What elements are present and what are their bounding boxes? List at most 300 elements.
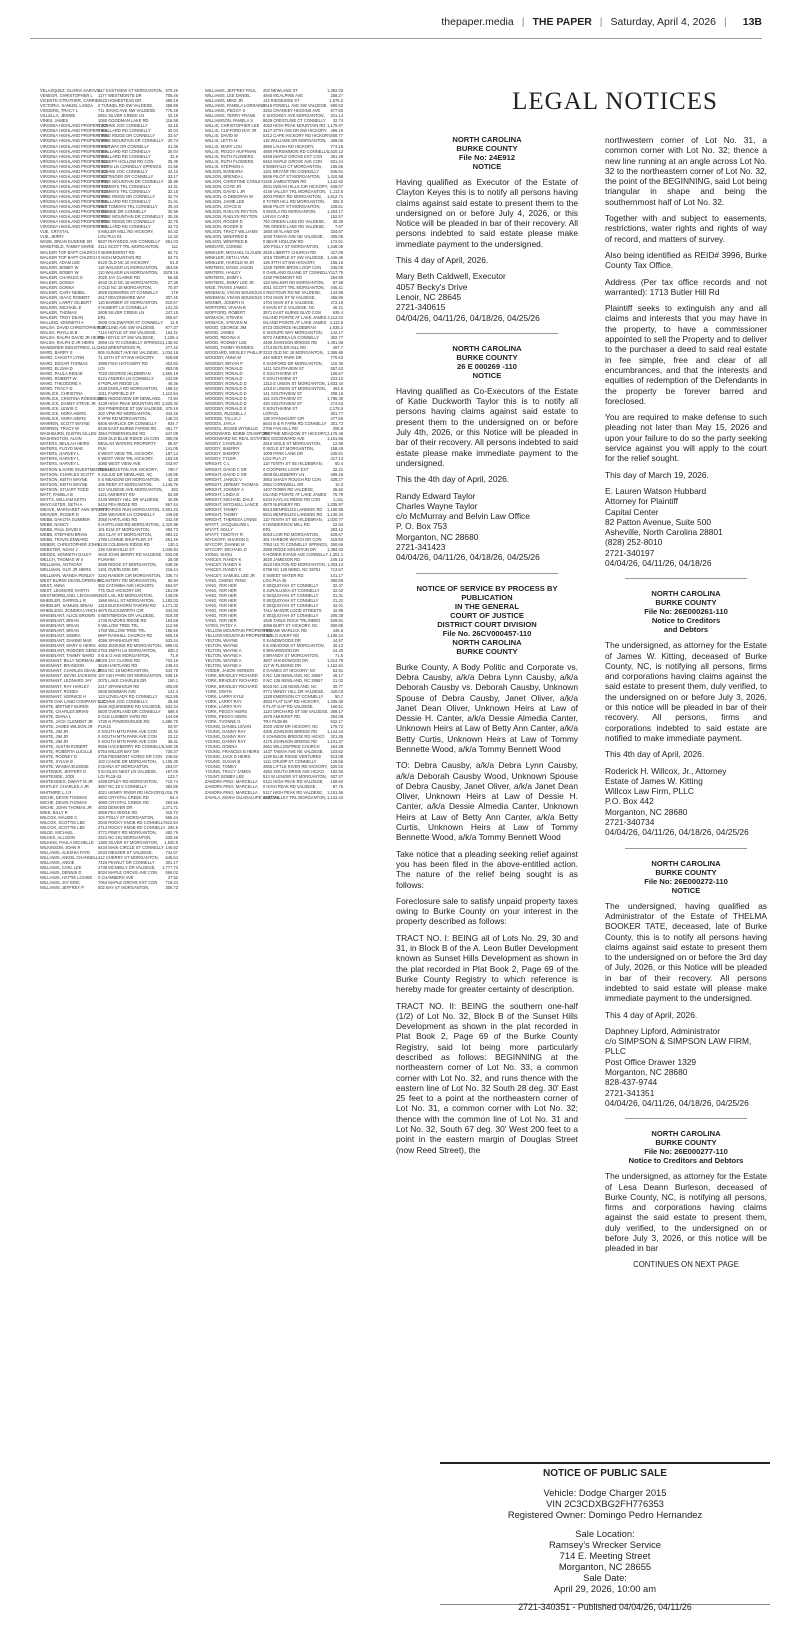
property-address: 2020 JAY CLARKE RD bbox=[98, 658, 140, 664]
legal-notice bbox=[605, 589, 767, 837]
property-address: MHP RAINHILL CHURCH RD bbox=[98, 633, 153, 639]
taxpayer-name: YELLOW MOUNTAIN PROPERTIES bbox=[205, 628, 273, 634]
taxpayer-name: YOUNG, FRANCES B HEIRS bbox=[205, 749, 260, 755]
taxpayer-name: WRIGHT, C L bbox=[205, 461, 230, 467]
property-address: 1008 PARK LANE DR bbox=[263, 451, 303, 457]
property-address: 0 HOMER EVANS AVE CONNELLY bbox=[263, 552, 329, 558]
taxpayer-name: WRIGHT, DAVID C SR bbox=[205, 471, 247, 477]
property-address: 0 SEQUOYAH ST CONNELLY bbox=[263, 592, 319, 598]
tax-amount: 293.12 bbox=[330, 527, 343, 533]
tax-amount: 1,190.55 bbox=[327, 506, 343, 512]
taxpayer-name: WINKLER, HAROLD W JR bbox=[205, 259, 255, 265]
property-address: 2633 MESSER ST VALDESE, bbox=[98, 850, 153, 856]
property-address: 138 STANHOUNT CIR bbox=[263, 416, 305, 422]
tax-amount: 483.73 bbox=[165, 527, 178, 533]
tax-amount: 34.31 bbox=[167, 183, 178, 189]
taxpayer-name: WHISENANT, MARY E HEIRS bbox=[40, 643, 96, 649]
tax-amount: 1,130.34 bbox=[327, 511, 343, 517]
tax-amount: 74.84 bbox=[167, 395, 178, 401]
property-address: 803 CLINE AVE SW VALDESE, bbox=[98, 325, 156, 331]
notice-text: Burke County, A Body Politic and Corporate vs. Debra Causby, a/k/a Debra Lynn Causby, a/k/a Deborah Causby vs. Deborah Causby, Unknown Spouse of Debra Causby, Janet Oliver, a/k/a Janet Dean Oliver, Unknown Heirs at Law of Dessie H. Canter, a/k/a Dessie Almedia Canter, Unknown Heirs at Law of Betty Ann Canter, a/k/a Betty Curtis, Unknown Heirs at Law of Tommy Bennette Wood, a/k/a Tommy Bennett Wood bbox=[396, 661, 578, 754]
taxpayer-name: WATSON & HARE INVESTMENTS LLC bbox=[40, 466, 113, 472]
tax-amount: 248.43 bbox=[165, 663, 178, 669]
property-address: LOU PUA 17 bbox=[263, 456, 287, 462]
property-address: 0 PINE RIDGE DR CONNELLY bbox=[98, 193, 156, 199]
property-address: 3020 VIEW DR HICKORY, NC bbox=[263, 723, 319, 729]
tax-amount: 770.63 bbox=[330, 355, 343, 361]
tax-amount: 647.09 bbox=[165, 431, 178, 437]
taxpayer-name: WRIGHT, DAVID C SR bbox=[205, 466, 247, 472]
taxpayer-name: WOMACK, STEVEN bbox=[205, 315, 243, 321]
taxpayer-name: WINKLER, SETH LYNN bbox=[205, 254, 249, 260]
taxpayer-name: WOODIE, RUSSELL J bbox=[205, 411, 247, 416]
tax-amount: 103.52 bbox=[330, 749, 343, 755]
property-address: 2053 NC 18 MORGANTON, bbox=[98, 668, 150, 674]
property-address: 2349 OLD BLUE RIDGE LN CON bbox=[98, 436, 160, 442]
taxpayer-name: WINGATE, CONNIE bbox=[205, 244, 242, 250]
sale-street: 714 E. Meeting Street bbox=[559, 1550, 651, 1561]
tax-amount: 1,108.24 bbox=[327, 633, 343, 639]
property-address: 0 FLAT GAP RD VALDESE, bbox=[263, 703, 314, 709]
property-address: 2951 CORNWELL DR bbox=[263, 481, 304, 487]
taxpayer-name: WOODWARD, BOBBI CRAWFORD bbox=[205, 431, 271, 437]
property-address: 0 RESTOUR RD NE VALDESE, bbox=[263, 289, 322, 295]
taxpayer-name: WATSON, KEITH WAYNE bbox=[40, 476, 88, 482]
tax-amount: 42.85 bbox=[332, 607, 343, 613]
notice-heading bbox=[396, 135, 578, 171]
tax-amount: 884.22 bbox=[165, 532, 178, 538]
taxpayer-name: WYATT, TIMOTHY R bbox=[205, 532, 243, 538]
tax-amount: 345.81 bbox=[330, 451, 343, 457]
property-address: 4093 JENKINS RD MORGANTON, bbox=[98, 643, 162, 649]
notice-line: 2721-341423 bbox=[396, 542, 446, 553]
taxpayer-name: WILKES, ALLISON bbox=[40, 834, 75, 840]
tax-amount: 55.67 bbox=[167, 441, 178, 447]
taxpayer-name: VIRGINIA HIGHLAND PROPERTIES bbox=[40, 219, 108, 225]
tax-amount: 825.88 bbox=[165, 355, 178, 361]
taxpayer-name: WICHE, JOHN THOMAS JR bbox=[40, 804, 92, 810]
property-address: 0 BRANDY ST MORGANTON, bbox=[263, 653, 319, 659]
tax-amount: 343.46 bbox=[165, 411, 178, 416]
taxpayer-name: WATSON, KEITH WAYNE bbox=[40, 481, 88, 487]
property-address: 126 37TH ST NW HICKORY, bbox=[263, 259, 316, 265]
tax-amount: 301.17 bbox=[165, 860, 178, 866]
continues-note: CONTINUES ON NEXT PAGE bbox=[633, 1259, 739, 1269]
property-address: 3252 CRANKEY HIGGINS AVE bbox=[263, 108, 321, 114]
taxpayer-name: YELTON, WAYNE A bbox=[205, 663, 242, 669]
taxpayer-name: YELTON, WAYNE bbox=[205, 638, 238, 644]
taxpayer-name: WILLIS, DAVID W bbox=[205, 133, 238, 139]
taxpayer-name: YELTON, WAYNE A bbox=[205, 658, 242, 664]
property-address: 4207 VALLEY TRL MORGANTON, bbox=[263, 794, 327, 800]
property-address: 0 SIGLE ST MORGANTON, bbox=[263, 446, 315, 452]
tax-amount: 382 bbox=[171, 486, 178, 492]
property-address: TRA PL38-86 bbox=[263, 718, 288, 724]
property-address: 0 SANFORD DR MORGANTON, bbox=[263, 360, 323, 366]
taxpayer-name: WOODBY, ANNA M bbox=[205, 355, 241, 361]
tax-amount: 26.42 bbox=[167, 728, 178, 734]
taxpayer-name: YODER, JASON VERNON bbox=[205, 668, 255, 674]
tax-amount: 141.4 bbox=[167, 688, 178, 694]
taxpayer-name: WOOD, GEORGE JIM bbox=[205, 325, 247, 331]
tax-row bbox=[205, 795, 343, 800]
property-address: 1380 SILVER ST MORGANTON, bbox=[98, 839, 159, 845]
property-address: LOU PUA 03 bbox=[98, 234, 122, 240]
tax-amount: 443.97 bbox=[165, 461, 178, 467]
tax-amount: 4,112.5 bbox=[329, 320, 343, 326]
site-name[interactable]: thepaper.media bbox=[441, 16, 514, 28]
tax-amount: 33.57 bbox=[167, 133, 178, 139]
property-address: 3557 NC 18 S CONNELLY bbox=[98, 784, 147, 790]
property-address: 1390 WEAVER LN CONNELLY bbox=[98, 511, 155, 517]
notice-text: Having qualified as Executor of the Estate of Clayton Keyes this is to notify all persons having claims against said estate to present them to the undersigned on or before July 4, 2026, or this Notice will be pleaded in bar of their recovery. All persons indebted to said estate please make immediate payment to the undersigned. bbox=[396, 177, 578, 249]
notice-line: Willcox Law Firm, PLLC bbox=[605, 786, 694, 797]
taxpayer-name: WADE, BRIAN EUGENE SR bbox=[40, 239, 93, 245]
taxpayer-name: WILLIAMS, ANGIE bbox=[40, 860, 75, 866]
notice-line: BURKE COUNTY bbox=[456, 144, 518, 153]
property-address: 0 WEST VIEW TRL HICKORY, bbox=[98, 456, 154, 462]
property-address: 1101 BRYANT RD CONNELLY bbox=[263, 168, 320, 174]
taxpayer-name: VUE, CRYSTAL bbox=[40, 229, 70, 235]
tax-amount: 1,785.48 bbox=[327, 395, 343, 401]
taxpayer-name: WILSON, RAELYN PEYTON bbox=[205, 209, 258, 215]
notice-line: File No: 26E000272-110 bbox=[644, 876, 728, 886]
tax-amount: 208.15 bbox=[330, 390, 343, 396]
tax-amount: 1,580.76 bbox=[162, 718, 178, 724]
tax-amount: 148.34 bbox=[165, 416, 178, 422]
tax-amount: 264.95 bbox=[330, 274, 343, 280]
tax-amount: 250.66 bbox=[330, 542, 343, 548]
taxpayer-name: WOODY, SHERRY bbox=[205, 451, 240, 457]
tax-amount: 141.17 bbox=[330, 572, 343, 578]
taxpayer-name: WILLIAMS, HATTIE LOUISE bbox=[40, 875, 93, 881]
taxpayer-name: YANCEY, RANDY K bbox=[205, 567, 242, 573]
tax-amount: 742.67 bbox=[165, 850, 178, 856]
taxpayer-name: WEBB, NANCY bbox=[40, 522, 69, 528]
tax-amount: 2,176.46 bbox=[327, 431, 343, 437]
tax-amount: 116.58 bbox=[165, 118, 178, 124]
property-address: 4305 JOHNSON BRIDGE RD bbox=[263, 728, 318, 734]
property-address: 4554 POWERHOUSE RD bbox=[98, 431, 146, 437]
property-address: 0 HENDERSON MILL RD bbox=[263, 522, 310, 528]
taxpayer-name: VIRGINIA HIGHLAND PROPERTIES bbox=[40, 143, 108, 149]
property-address: 0 MILLER MILL RD HICKORY, bbox=[98, 229, 154, 235]
property-address: 302 CATAWBA AVE HICKORY, bbox=[98, 582, 155, 588]
taxpayer-name: WHISENANT, BRIAN bbox=[40, 628, 79, 634]
tax-amount: 53.51 bbox=[332, 668, 343, 674]
property-address: 1121 AMHERST RD bbox=[98, 491, 135, 497]
taxpayer-name: WILSON, JAMIE LEE bbox=[205, 199, 245, 205]
property-address: 0 VPW RD MORGANTON, bbox=[98, 416, 148, 422]
property-address: 0 MALLARD RD CONNELLY bbox=[98, 199, 151, 205]
property-address: 151 SOUTHVIEW ST bbox=[263, 395, 303, 401]
taxpayer-name: WESTMORELAND, LEIGHANN bbox=[40, 592, 99, 598]
taxpayer-name: WRIGHT, LINDA D bbox=[205, 491, 240, 497]
taxpayer-name: YORK, LARRY RAY bbox=[205, 703, 242, 709]
taxpayer-name: WATERS, BEULAH HEIRS bbox=[40, 441, 90, 447]
taxpayer-name: WYCOFF, MICHAEL D bbox=[205, 547, 247, 553]
taxpayer-name: WRIGHT, TAMMY bbox=[205, 506, 238, 512]
property-address: 6121 ANDREA LN CONNELLY bbox=[98, 375, 155, 381]
property-address: 1349 TERRI BRON LOOP CON bbox=[263, 264, 322, 270]
notice-line: 2721-341351 bbox=[605, 1087, 655, 1098]
tax-amount: 24.45 bbox=[332, 648, 343, 654]
property-address: 0 HIGH MOUNTAIN RD bbox=[98, 254, 142, 260]
property-address: 795 GREEN LAKE RD VALDESE, bbox=[263, 224, 326, 230]
notice-line: Daphney Lipford, Administrator bbox=[605, 1025, 720, 1036]
notice-heading bbox=[396, 344, 578, 380]
taxpayer-name: WILSON, TRACY WILLIAMS bbox=[205, 229, 258, 235]
tax-amount: 294.08 bbox=[330, 713, 343, 719]
property-address: 5424 PEA RIDGE RD bbox=[98, 501, 138, 507]
tax-amount: 513.05 bbox=[330, 754, 343, 760]
taxpayer-name: WOFFORD, ROBERT bbox=[205, 310, 246, 316]
legal-notice bbox=[396, 344, 578, 563]
tax-amount: 705.46 bbox=[165, 93, 178, 99]
notice-text: The undersigned, having qualified as Administrator of the Estate of THELMA BOOKER TATE, deceased, late of Burke County, this is to notify all persons having claims against said estate to present them to the undersigned on or before the 3rd day of July, 2026, or this Notice will be pleaded in bar of their recovery. All persons indebted to said estate will please make immediate payment to the undersigned. bbox=[605, 900, 767, 1004]
taxpayer-name: WHITLEY, CHARLES A JR bbox=[40, 784, 89, 790]
taxpayer-name: WILSON, DAVID L JR bbox=[205, 188, 246, 194]
taxpayer-name: VIRGINIA HIGHLAND PROPERTIES bbox=[40, 178, 108, 184]
tax-amount: 830.3 bbox=[167, 648, 178, 654]
tax-amount: 111 bbox=[171, 244, 178, 250]
taxpayer-name: WILLIS, PEGGY HUFFMAN bbox=[205, 148, 257, 154]
property-address: 2609 SILVER CREEK LN bbox=[98, 310, 145, 316]
property-address: 2712 ROCKY KNOB RD CONNELLY bbox=[98, 824, 166, 830]
paper-name: THE PAPER bbox=[532, 16, 592, 28]
tax-amount: 153.68 bbox=[165, 617, 178, 623]
property-address: 0 S MEADOW DR MORGANTON, bbox=[98, 476, 161, 482]
taxpayer-name: YANG, YER HER bbox=[205, 592, 237, 598]
property-address: 2869 US 70 CONNELLY SPRINGS, bbox=[98, 340, 164, 346]
taxpayer-name: WHITE, JIM JR bbox=[40, 734, 69, 739]
tax-amount: 639.15 bbox=[165, 673, 178, 679]
property-address: 0 BEAR HOLLOW RD bbox=[263, 239, 304, 245]
notice-line: 04/04/26, 04/11/26, 04/18/26 bbox=[605, 557, 712, 568]
notice-line: 04/04/26, 04/11/26, 04/18/26, 04/25/26 bbox=[605, 827, 749, 838]
notice-line: NORTH CAROLINA bbox=[452, 343, 522, 353]
property-address: 0 TATER HILL RD MORGANTON, bbox=[263, 199, 326, 205]
tax-amount: 557.42 bbox=[330, 365, 343, 371]
property-address: 0 MALLARD RD CONNELLY bbox=[98, 128, 151, 134]
taxpayer-name: YOUNG, DANNY RAY bbox=[205, 739, 246, 745]
tax-amount: 228.61 bbox=[330, 204, 343, 210]
tax-amount: 178 bbox=[171, 289, 178, 295]
tax-amount: 645.54 bbox=[165, 855, 178, 861]
property-address: 2561 SILVER CREEK LN bbox=[98, 113, 145, 119]
property-address: 1080 GOODMAN LAKE RD bbox=[98, 118, 149, 124]
notice-line: BURKE COUNTY bbox=[655, 1138, 717, 1148]
taxpayer-name: WHITE, SYLVIA E bbox=[40, 759, 74, 765]
property-address: 3771 PINEY RD MORGANTON, bbox=[98, 829, 157, 835]
section-title: LEGAL NOTICES bbox=[512, 88, 718, 115]
tax-amount: 1,530.25 bbox=[162, 744, 178, 750]
taxpayer-name: WALKER, BOBBY W bbox=[40, 264, 79, 270]
property-address: 6355 RIDGEVIEW DR NEWLAND, bbox=[98, 395, 162, 401]
taxpayer-name: WRIGHT, JEREMY THOMAS bbox=[205, 481, 259, 487]
property-address: 0 JOHNS JOG CONNELLY bbox=[98, 168, 148, 174]
tax-amount: 402.82 bbox=[165, 360, 178, 366]
tax-amount: 36.41 bbox=[167, 739, 178, 745]
tax-amount: 305.67 bbox=[165, 315, 178, 321]
tax-amount: 315.72 bbox=[165, 809, 178, 815]
tax-amount: 35.56 bbox=[167, 698, 178, 704]
tax-amount: 155.16 bbox=[330, 259, 343, 265]
taxpayer-name: YOUNG, TOMEY bbox=[205, 764, 237, 770]
taxpayer-name: WHITESIDES, DWAYT M JR bbox=[40, 779, 93, 785]
property-address: 6405 WARLICK DR CONNELLY bbox=[98, 421, 157, 427]
taxpayer-name: WOOD, TAMMY RHODES bbox=[205, 345, 254, 351]
tax-amount: 32.75 bbox=[167, 219, 178, 225]
taxpayer-name: WARD, EDGAR THOMAS bbox=[40, 360, 88, 366]
tax-amount: 1,101.37 bbox=[327, 739, 343, 745]
property-address: 3509 COLDWATER ST CONNELLY bbox=[98, 320, 164, 326]
taxpayer-name: WHISENANT, TAMMY WARD bbox=[40, 653, 95, 659]
property-address: 4011 SCOTT TRL MORGANTON, bbox=[263, 284, 325, 290]
property-address: 3853 SHADY ROUGH RD CON bbox=[263, 476, 321, 482]
tax-amount: 52.69 bbox=[167, 491, 178, 497]
property-address: 107 ASH PARK DR MORGANTON, bbox=[98, 673, 163, 679]
property-address: 5117 HIGH PEAK RD VALDESE, bbox=[263, 789, 324, 795]
notice-date: This day of March 19, 2026. bbox=[605, 469, 709, 480]
taxpayer-name: VICENTE-STRATHER, CARRIE bbox=[40, 98, 99, 104]
property-address: 0 SOUTH MTN PARK AVE CON bbox=[98, 728, 157, 734]
taxpayer-name: WRIGHT, TAMMY bbox=[205, 511, 238, 517]
tax-amount: 458.88 bbox=[165, 103, 178, 109]
taxpayer-name: WHISNANT, RONDA bbox=[40, 688, 79, 694]
tax-amount: 301.77 bbox=[330, 411, 343, 416]
taxpayer-name: WILLIAMS, ALESHIA FAYE bbox=[40, 850, 90, 856]
notice-line: Notice to Creditors bbox=[651, 616, 721, 626]
tax-amount: 126.56 bbox=[330, 759, 343, 765]
property-address: 0 SOUTHVIEW ST bbox=[263, 405, 298, 411]
property-address: 217 EASTVIEW ST MORGANTON, bbox=[98, 88, 163, 93]
property-address: 0 PINE MOUNTAIN DR CONNELLY bbox=[98, 178, 164, 184]
property-address: 4802 CRYSTAL CREEK RD bbox=[98, 794, 149, 800]
taxpayer-name: WILSON, COYE JR bbox=[205, 183, 242, 189]
tax-amount: 144.69 bbox=[165, 713, 178, 719]
property-address: 104 POLLY ST MORGANTON, bbox=[98, 814, 155, 820]
taxpayer-name: VIRGINIA HIGHLAND PROPERTIES bbox=[40, 224, 108, 230]
taxpayer-name: WEAVER, ROGER D bbox=[40, 511, 79, 517]
taxpayer-name: YOUNG, DANNY RAY bbox=[205, 728, 246, 734]
notice-line: P.O. Box 442 bbox=[605, 796, 654, 807]
taxpayer-name: WALKER, CHARLES S bbox=[40, 274, 83, 280]
property-address: 2755 PIEDMONT ACRES DR CON bbox=[98, 754, 163, 760]
property-address: 1745 RAZORS RIDGE RD bbox=[98, 617, 147, 623]
tax-amount: 780.7 bbox=[167, 466, 178, 472]
property-address: 5121 HIGH PEAK RD VALDESE, bbox=[263, 779, 324, 785]
property-address: 2738 MCNEELY DR VALDESE, bbox=[98, 865, 156, 871]
property-address: 0 CHAMBERS AVE bbox=[98, 875, 134, 881]
property-address: 4021 HENRY RIVER RD HICKORY, bbox=[98, 789, 164, 795]
property-address: 2815 SIGLE ST MORGANTON, bbox=[263, 441, 321, 447]
tax-amount: 22.54 bbox=[332, 522, 343, 528]
tax-amount: 142.17 bbox=[330, 330, 343, 336]
taxpayer-name: WARD, CHASITY LYNN bbox=[40, 355, 85, 361]
property-address: 0 JURALUSKA ST CONNELLY bbox=[263, 587, 320, 593]
tax-amount: 853.05 bbox=[165, 365, 178, 371]
tax-amount: 26.08 bbox=[167, 557, 178, 563]
tax-amount: 419.83 bbox=[330, 537, 343, 543]
taxpayer-name: XIONG, KHOU bbox=[205, 552, 233, 558]
property-address: 105 REEP ST MORGANTON, bbox=[98, 481, 153, 487]
taxpayer-name: WOOD, JAMES bbox=[205, 330, 235, 336]
tax-amount: 1,335.97 bbox=[327, 501, 343, 507]
property-address: 3620 JAMESON RD bbox=[263, 557, 301, 563]
tax-amount: 612.54 bbox=[165, 819, 178, 825]
tax-amount: 533.44 bbox=[165, 638, 178, 644]
property-address: 513 W LENOIR ST MORGANTON, bbox=[263, 774, 327, 780]
taxpayer-name: WELCH, THOMAS W II bbox=[40, 557, 83, 563]
taxpayer-name: VIRGINIA HIGHLAND PROPERTIES bbox=[40, 128, 108, 134]
tax-amount: 489.19 bbox=[165, 98, 178, 104]
taxpayer-name: WHISNANT, RAY HARLEY bbox=[40, 683, 90, 689]
tax-amount: 912.85 bbox=[165, 693, 178, 699]
taxpayer-name: WATERS, HARVEY L bbox=[40, 456, 80, 462]
tax-amount: 64.42 bbox=[167, 229, 178, 235]
tax-amount: 630.46 bbox=[165, 834, 178, 840]
property-address: 0 DEBBIE DR CONNELLY bbox=[98, 209, 147, 215]
tax-amount: 153.45 bbox=[165, 456, 178, 462]
notice-date: This 4 day of April, 2026. bbox=[605, 1009, 698, 1020]
taxpayer-name: WOODBY, RONALD D bbox=[205, 400, 247, 406]
tax-amount: 455.85 bbox=[330, 294, 343, 300]
property-address: 0 TOMMYS TRL CONNELLY bbox=[98, 183, 151, 189]
notice-date: This the 4th day of April, 2026. bbox=[396, 474, 510, 485]
property-address: 0 TOMMYS TRL CONNELLY bbox=[98, 188, 151, 194]
tax-amount: 172.61 bbox=[330, 239, 343, 245]
property-address: 1850 SKYLAND DR bbox=[263, 229, 300, 235]
tax-amount: 341.14 bbox=[330, 113, 343, 119]
property-address: 5846 PILOT ST MORGANTON, bbox=[263, 173, 321, 179]
taxpayer-name: WHITE, JAMES WILSON JR bbox=[40, 723, 93, 729]
tax-amount: 206.8 bbox=[332, 426, 343, 432]
tax-amount: 417.14 bbox=[330, 456, 343, 462]
tax-amount: 350.69 bbox=[330, 577, 343, 583]
property-address: 8120 OLD NC 10 HICKORY, bbox=[98, 259, 150, 265]
taxpayer-name: WILSON, BARBARA bbox=[205, 168, 243, 174]
notice-line: 2721-340197 bbox=[605, 547, 655, 558]
taxpayer-name: WILKINSON, JOHN R bbox=[40, 845, 81, 851]
tax-amount: 408.77 bbox=[330, 133, 343, 139]
tax-amount: 33.17 bbox=[167, 173, 178, 179]
tax-amount: 223.12 bbox=[330, 375, 343, 381]
tax-amount: 428.27 bbox=[330, 476, 343, 482]
tax-amount: 334.67 bbox=[330, 229, 343, 235]
tax-amount: 32.02 bbox=[332, 587, 343, 593]
tax-amount: 60.4 bbox=[335, 461, 343, 467]
tax-amount: 1,365.85 bbox=[327, 350, 343, 356]
notice-column-right bbox=[605, 135, 767, 1278]
taxpayer-name: WHEELER, SAMUEL BRIAN bbox=[40, 602, 93, 608]
taxpayer-name: WALLING, KENNETH A bbox=[40, 320, 84, 326]
taxpayer-name: VILLELLA, JENNIE bbox=[40, 113, 76, 119]
property-address: 4952 SOUTH DRIVE AVE HICKO bbox=[263, 769, 325, 775]
taxpayer-name: WILLIS, CLIFFORD RAY JR bbox=[205, 128, 257, 134]
notice-line: 04/04/26, 04/11/26, 04/18/26, 04/25/26 bbox=[396, 552, 540, 563]
property-address: LOI bbox=[98, 365, 105, 371]
tax-amount: 30.44 bbox=[167, 204, 178, 210]
property-address: 1177 WESTMONTE DR bbox=[98, 93, 142, 99]
notice-text: The undersigned, as attorney for the Estate of James W. Kitting, deceased of Burke County, NC, is notifying all persons, firms and corporations having claims against the said estate to present them, duly verified, to the undersigned on or before July 3, 2026, or this notice will be pleaded in bar of their recovery. All persons, firms and corporations indebted to said estate are notified to make immediate payment. bbox=[605, 640, 768, 743]
property-address: 110 WALKER LN MORGANTON, bbox=[98, 269, 159, 275]
tax-amount: 264.56 bbox=[165, 799, 178, 805]
taxpayer-name: WOOD, REGINA S bbox=[205, 335, 240, 341]
taxpayer-name: WILLIAMS, JEFFREY P bbox=[40, 885, 84, 891]
taxpayer-name: WHISNANT, BILLY NORMAN JR bbox=[40, 658, 100, 664]
taxpayer-name: WILLIAMS, CARL LEE bbox=[40, 865, 82, 871]
